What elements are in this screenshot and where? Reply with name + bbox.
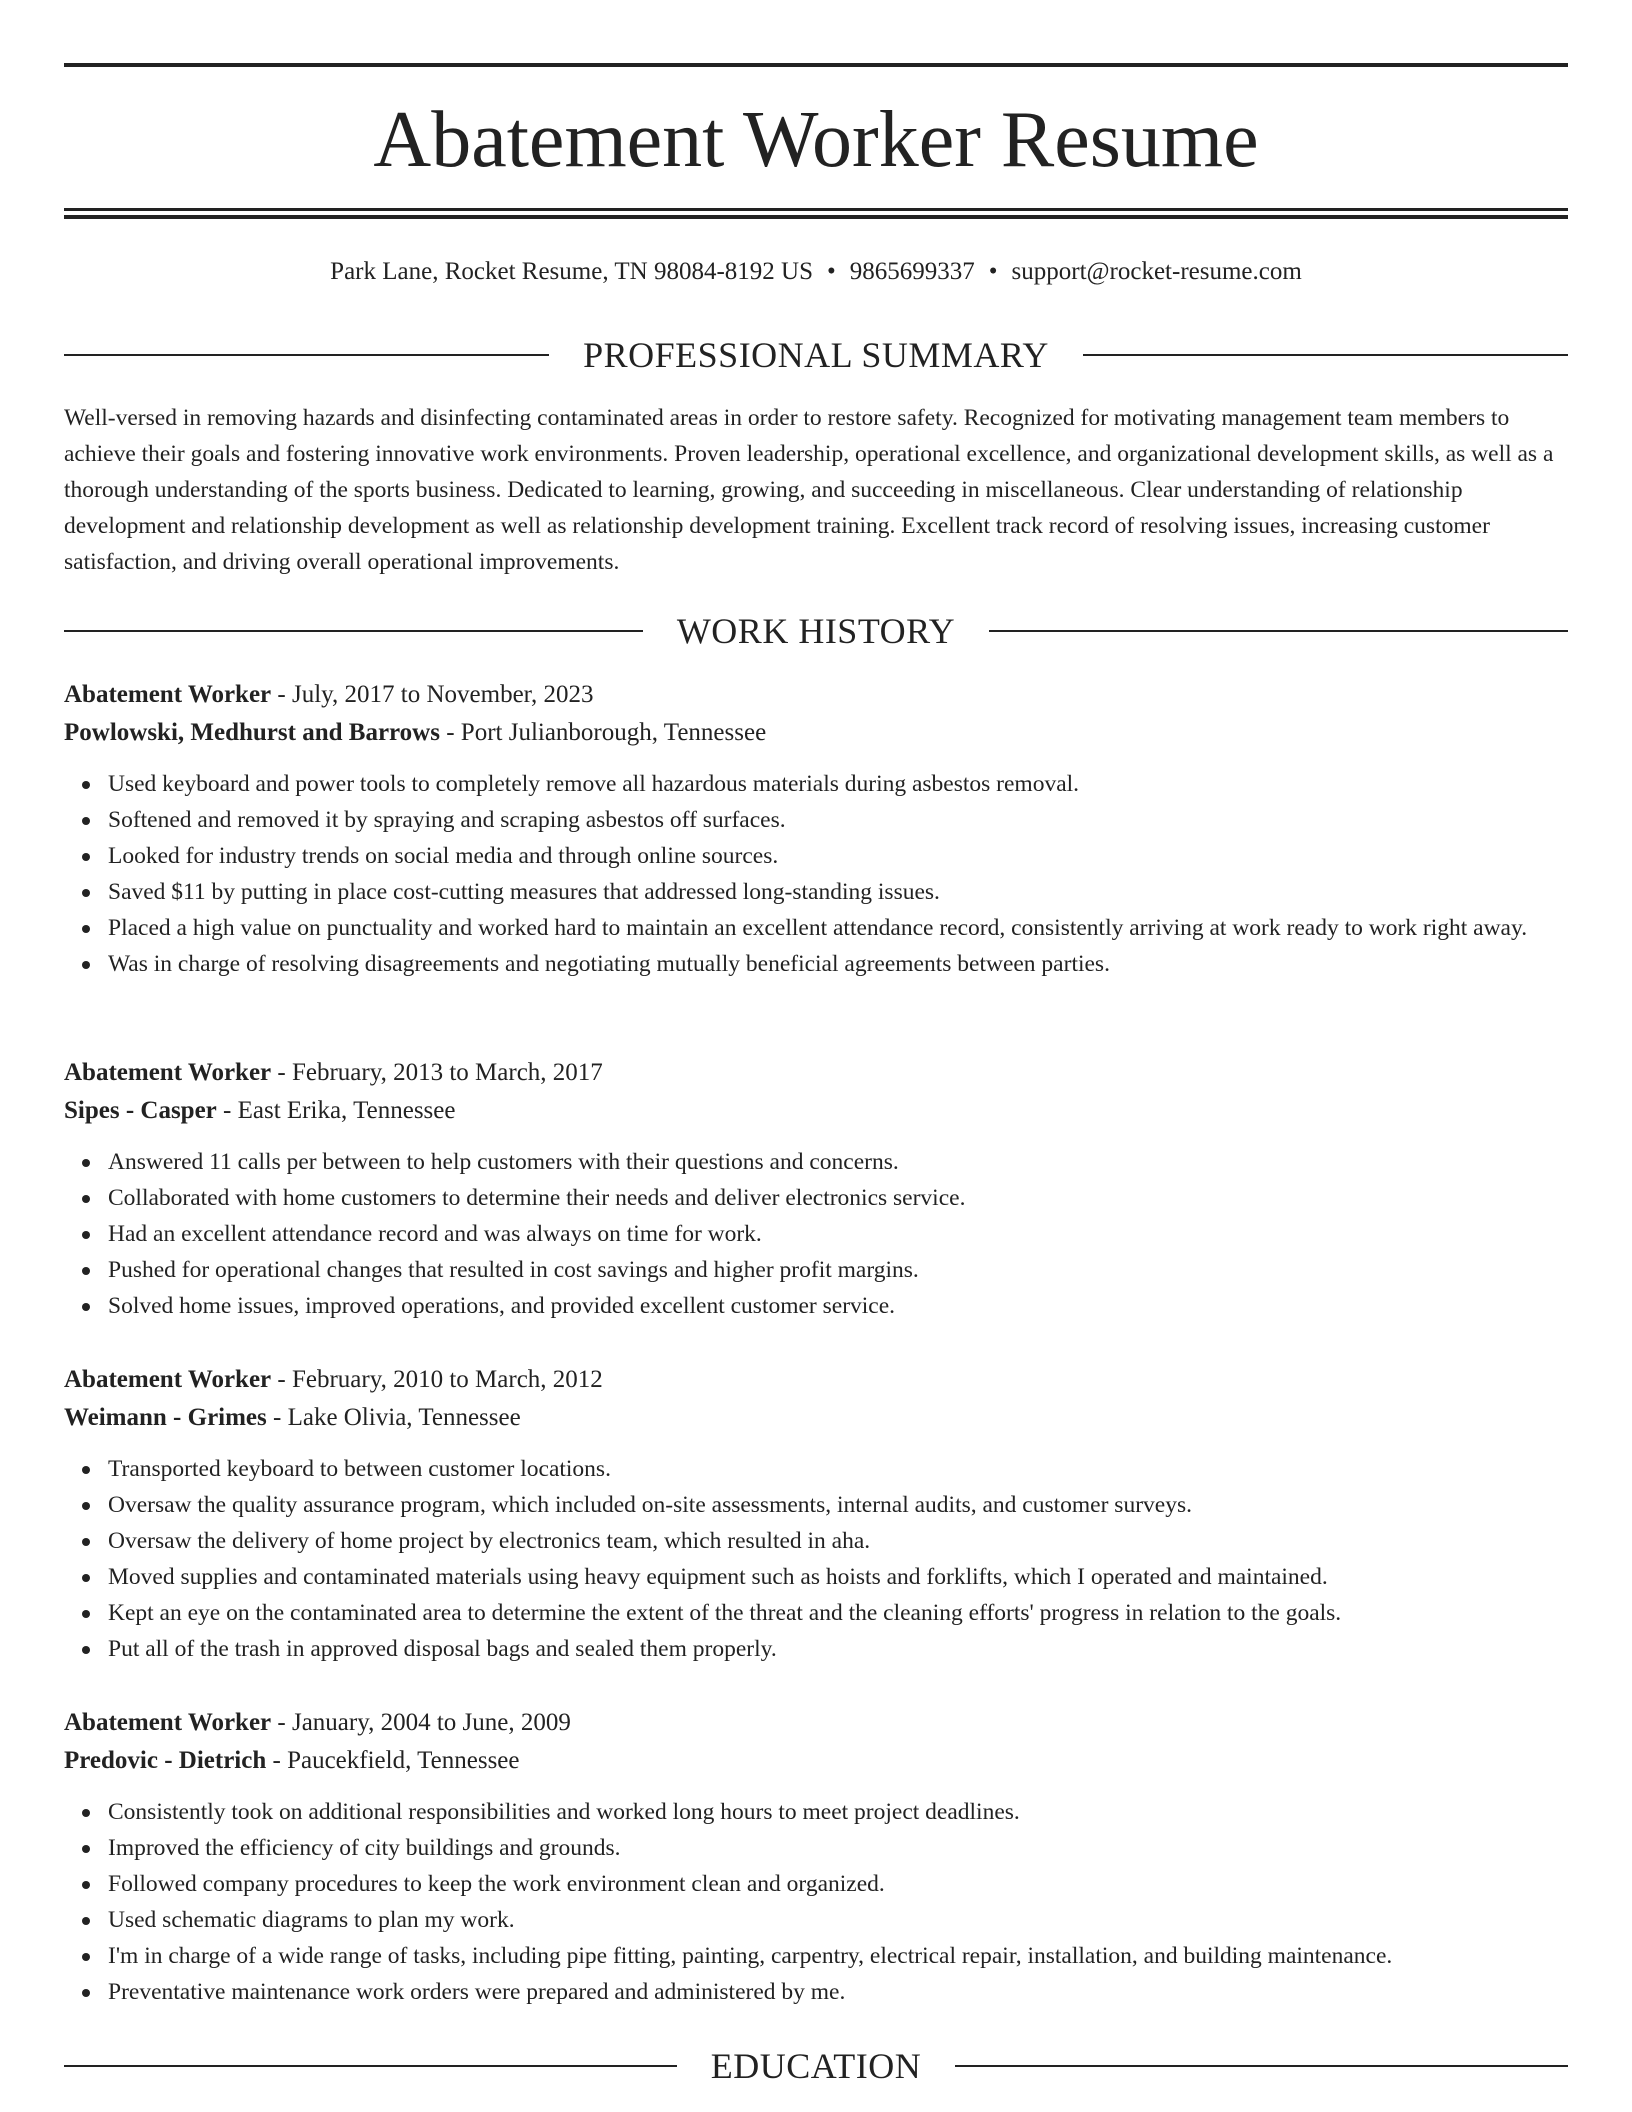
job-dates: - February, 2010 to March, 2012 — [271, 1366, 603, 1393]
job-company: Powlowski, Medhurst and Barrows — [64, 719, 440, 746]
job-bullet: I'm in charge of a wide range of tasks, including pipe fitting, painting, carpentry, electrical repair, installation, and building maintenance. — [108, 1938, 1568, 1974]
job-company: Sipes - Casper — [64, 1097, 217, 1124]
job-bullet-list — [64, 1144, 1568, 1324]
heading-rule-left — [64, 354, 549, 356]
job-bullet: Looked for industry trends on social media and through online sources. — [108, 838, 1568, 874]
job-company-line — [64, 1742, 1568, 1780]
job-bullet: Improved the efficiency of city buildings and grounds. — [108, 1830, 1568, 1866]
job-bullet: Preventative maintenance work orders were prepared and administered by me. — [108, 1974, 1568, 2010]
job-title-line — [64, 1054, 1568, 1092]
job-bullet-list — [64, 766, 1568, 982]
job-bullet: Used keyboard and power tools to completely remove all hazardous materials during asbestos removal. — [108, 766, 1568, 802]
job-company-line — [64, 714, 1568, 752]
job-entry — [64, 676, 1568, 982]
job-bullet: Answered 11 calls per between to help customers with their questions and concerns. — [108, 1144, 1568, 1180]
section-title: EDUCATION — [710, 2046, 922, 2086]
job-bullet: Used schematic diagrams to plan my work. — [108, 1902, 1568, 1938]
section-title: WORK HISTORY — [676, 611, 956, 651]
contact-address: Park Lane, Rocket Resume, TN 98084-8192 US — [330, 258, 813, 285]
job-title: Abatement Worker — [64, 681, 272, 708]
contact-phone: 9865699337 — [849, 258, 975, 285]
contact-line — [64, 254, 1568, 290]
contact-separator: • — [826, 258, 836, 285]
job-location: - Port Julianborough, Tennessee — [439, 719, 767, 746]
job-bullet: Softened and removed it by spraying and scraping asbestos off surfaces. — [108, 802, 1568, 838]
section-title: PROFESSIONAL SUMMARY — [583, 335, 1049, 375]
job-bullet: Saved $11 by putting in place cost-cutting measures that addressed long-standing issues. — [108, 874, 1568, 910]
job-bullet: Kept an eye on the contaminated area to determine the extent of the threat and the cleaning efforts' progress in relation to the goals. — [108, 1595, 1568, 1631]
job-bullet-list — [64, 1794, 1568, 2010]
job-dates: - January, 2004 to June, 2009 — [271, 1709, 571, 1736]
job-location: - East Erika, Tennessee — [216, 1097, 456, 1124]
header-top-rule — [64, 63, 1568, 67]
heading-rule-right — [955, 2065, 1568, 2067]
header-double-rule-bottom — [64, 215, 1568, 219]
job-dates: - February, 2013 to March, 2017 — [271, 1059, 603, 1086]
job-company-line — [64, 1092, 1568, 1130]
job-bullet: Oversaw the delivery of home project by electronics team, which resulted in aha. — [108, 1523, 1568, 1559]
job-entry — [64, 1704, 1568, 2010]
section-heading-work-history — [64, 609, 1568, 653]
heading-rule-right — [989, 630, 1568, 632]
job-bullet: Had an excellent attendance record and was always on time for work. — [108, 1216, 1568, 1252]
job-dates: - July, 2017 to November, 2023 — [271, 681, 594, 708]
job-bullet-list — [64, 1451, 1568, 1667]
job-entry — [64, 1054, 1568, 1324]
job-bullet: Collaborated with home customers to determine their needs and deliver electronics service. — [108, 1180, 1568, 1216]
section-heading-summary — [64, 333, 1568, 377]
resume-title: Abatement Worker Resume — [373, 96, 1259, 184]
job-entry — [64, 1361, 1568, 1667]
heading-rule-left — [64, 2065, 677, 2067]
job-bullet: Moved supplies and contaminated materials using heavy equipment such as hoists and forklifts, which I operated and maintained. — [108, 1559, 1568, 1595]
job-bullet: Transported keyboard to between customer locations. — [108, 1451, 1568, 1487]
contact-separator: • — [988, 258, 998, 285]
job-company: Predovic - Dietrich — [64, 1747, 267, 1774]
job-bullet: Put all of the trash in approved disposal bags and sealed them properly. — [108, 1631, 1568, 1667]
job-bullet: Oversaw the quality assurance program, which included on-site assessments, internal audits, and customer surveys. — [108, 1487, 1568, 1523]
header-double-rule-top — [64, 208, 1568, 211]
job-title-line — [64, 1361, 1568, 1399]
job-bullet: Followed company procedures to keep the work environment clean and organized. — [108, 1866, 1568, 1902]
heading-rule-right — [1083, 354, 1568, 356]
job-location: - Lake Olivia, Tennessee — [266, 1404, 521, 1431]
section-heading-education — [64, 2044, 1568, 2088]
job-title: Abatement Worker — [64, 1709, 272, 1736]
job-company: Weimann - Grimes — [64, 1404, 267, 1431]
job-title-line — [64, 1704, 1568, 1742]
job-title-line — [64, 676, 1568, 714]
professional-summary-text: Well-versed in removing hazards and disinfecting contaminated areas in order to restore safety. Recognized for motivating management team members to achieve their goals and fostering innovative work environments. Proven leadership, operational excellence, and organizational development skills, as well as a thorough understanding of the sports business. Dedicated to learning, growing, and succeeding in miscellaneous. Clear understanding of relationship development and relationship development as well as relationship development training. Excellent track record of resolving issues, increasing customer satisfaction, and driving overall operational improvements. — [64, 405, 1554, 575]
job-bullet: Solved home issues, improved operations, and provided excellent customer service. — [108, 1288, 1568, 1324]
job-bullet: Consistently took on additional responsibilities and worked long hours to meet project deadlines. — [108, 1794, 1568, 1830]
job-company-line — [64, 1399, 1568, 1437]
contact-email: support@rocket-resume.com — [1011, 258, 1302, 285]
job-title: Abatement Worker — [64, 1366, 272, 1393]
job-bullet: Pushed for operational changes that resulted in cost savings and higher profit margins. — [108, 1252, 1568, 1288]
job-location: - Paucekfield, Tennessee — [266, 1747, 520, 1774]
job-bullet: Placed a high value on punctuality and worked hard to maintain an excellent attendance record, consistently arriving at work ready to work right away. — [108, 910, 1568, 946]
job-title: Abatement Worker — [64, 1059, 272, 1086]
job-bullet: Was in charge of resolving disagreements and negotiating mutually beneficial agreements between parties. — [108, 946, 1568, 982]
heading-rule-left — [64, 630, 643, 632]
